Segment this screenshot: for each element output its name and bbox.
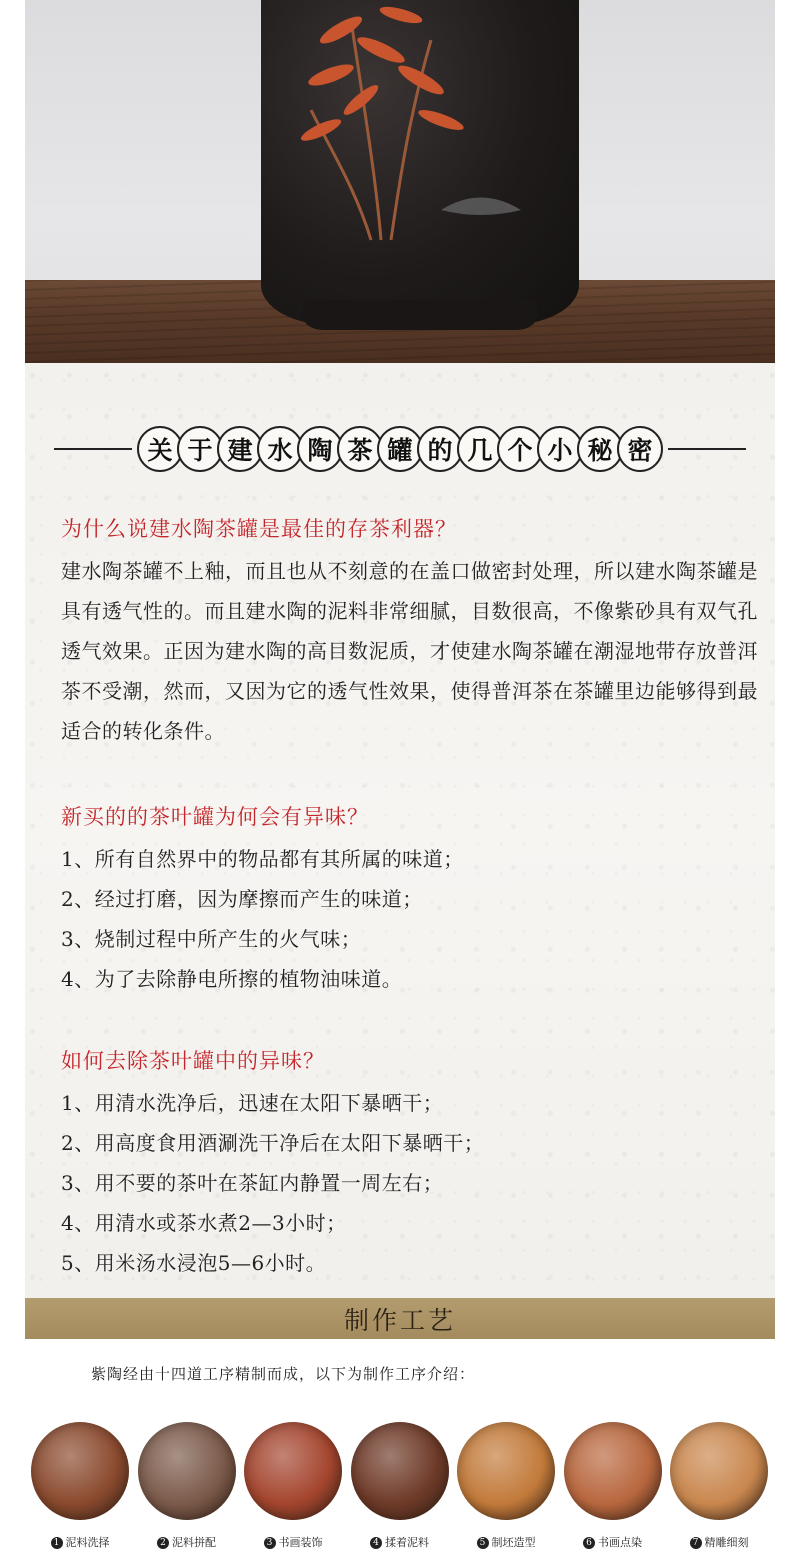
title-char: 秘 <box>577 426 623 472</box>
step-name: 书画点染 <box>598 1536 642 1549</box>
product-photo <box>25 0 775 363</box>
question-heading: 如何去除茶叶罐中的异味？ <box>61 1049 325 1073</box>
craft-step <box>350 1422 450 1550</box>
question-heading: 为什么说建水陶茶罐是最佳的存茶利器？ <box>61 517 457 541</box>
step-photo <box>138 1422 236 1520</box>
craft-steps <box>30 1422 775 1549</box>
craft-header <box>25 1298 775 1339</box>
step-name: 泥料拼配 <box>172 1536 216 1549</box>
qa-odor-cause <box>61 801 761 999</box>
title-char: 关 <box>137 426 183 472</box>
step-label <box>137 1534 237 1550</box>
step-photo <box>351 1422 449 1520</box>
step-label <box>669 1534 769 1550</box>
tea-jar-base <box>303 300 537 330</box>
title-char: 于 <box>177 426 223 472</box>
title-char: 水 <box>257 426 303 472</box>
step-label <box>563 1534 663 1550</box>
list-item: 3、用不要的茶叶在茶缸内静置一周左右； <box>61 1171 444 1195</box>
step-name: 泥料洗择 <box>65 1536 110 1549</box>
title-divider-left <box>54 448 132 450</box>
title-char: 小 <box>537 426 583 472</box>
qa-best-storage <box>61 513 761 751</box>
list-item: 2、用高度食用酒涮洗干净后在太阳下暴晒干； <box>61 1131 485 1155</box>
step-name: 揉着泥料 <box>385 1536 429 1549</box>
step-label <box>456 1534 556 1550</box>
step-name: 精雕细刻 <box>704 1536 749 1549</box>
step-number: 1 <box>51 1537 63 1549</box>
list-item: 4、为了去除静电所擦的植物油味道。 <box>61 967 403 991</box>
list-item: 5、用米汤水浸泡5—6小时。 <box>61 1251 327 1275</box>
step-number: 4 <box>370 1537 382 1549</box>
craft-title: 制作工艺 <box>343 1305 456 1335</box>
craft-step <box>669 1422 769 1550</box>
question-heading: 新买的的茶叶罐为何会有异味？ <box>61 805 369 829</box>
step-photo <box>457 1422 555 1520</box>
qa-odor-removal <box>61 1045 761 1283</box>
craft-step <box>456 1422 556 1550</box>
title-chars <box>140 426 660 472</box>
step-number: 7 <box>690 1537 702 1549</box>
step-number: 5 <box>477 1537 489 1549</box>
list-item: 2、经过打磨，因为摩擦而产生的味道； <box>61 887 423 911</box>
title-char: 个 <box>497 426 543 472</box>
answer-text: 建水陶茶罐不上釉，而且也从不刻意的在盖口做密封处理，所以建水陶茶罐是具有透气性的。而且建水陶的泥料非常细腻，目数很高，不像紫砂具有双气孔透气效果。正因为建水陶的高目数泥质，才使建水陶茶罐在潮湿地带存放普洱茶不受潮，然而，又因为它的透气性效果，使得普洱茶在茶罐里边能够得到最适合的转化条件。 <box>61 559 758 743</box>
title-char: 的 <box>417 426 463 472</box>
step-label <box>350 1534 450 1550</box>
step-label <box>243 1534 343 1550</box>
title-char: 陶 <box>297 426 343 472</box>
reason-list <box>61 839 761 999</box>
step-number: 3 <box>264 1537 276 1549</box>
step-photo <box>244 1422 342 1520</box>
step-name: 制坯造型 <box>491 1536 536 1549</box>
craft-step <box>563 1422 663 1550</box>
info-section <box>25 363 775 1298</box>
list-item: 3、烧制过程中所产生的火气味； <box>61 927 362 951</box>
craft-intro: 紫陶经由十四道工序精制而成，以下为制作工序介绍： <box>91 1365 476 1383</box>
list-item: 1、所有自然界中的物品都有其所属的味道； <box>61 847 464 871</box>
title-char: 建 <box>217 426 263 472</box>
title-char: 茶 <box>337 426 383 472</box>
step-name: 书画装饰 <box>278 1536 323 1549</box>
step-number: 2 <box>157 1537 169 1549</box>
bamboo-painting <box>261 0 579 260</box>
list-item: 4、用清水或茶水煮2—3小时； <box>61 1211 347 1235</box>
title-char: 密 <box>617 426 663 472</box>
craft-step <box>30 1422 130 1550</box>
section-title <box>25 425 775 473</box>
step-photo <box>31 1422 129 1520</box>
method-list <box>61 1083 761 1283</box>
craft-step <box>243 1422 343 1550</box>
step-number: 6 <box>583 1537 595 1549</box>
step-photo <box>670 1422 768 1520</box>
step-label <box>30 1534 130 1550</box>
title-char: 几 <box>457 426 503 472</box>
title-char: 罐 <box>377 426 423 472</box>
craft-step <box>137 1422 237 1550</box>
list-item: 1、用清水洗净后，迅速在太阳下暴晒干； <box>61 1091 444 1115</box>
title-divider-right <box>668 448 746 450</box>
step-photo <box>564 1422 662 1520</box>
